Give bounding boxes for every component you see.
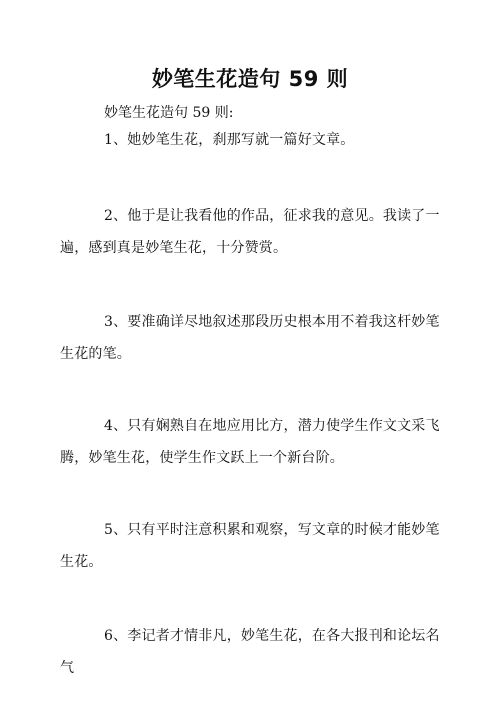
sentence-4: 4、只有娴熟自在地应用比方，潜力使学生作文文采飞腾，妙笔生花，使学生作文跃上一个新台阶。 bbox=[60, 418, 440, 466]
sentence-5: 5、只有平时注意积累和观察，写文章的时候才能妙笔生花。 bbox=[60, 522, 440, 570]
sentence-6: 6、李记者才情非凡，妙笔生花，在各大报刊和论坛名气 bbox=[60, 628, 440, 676]
document-title: 妙笔生花造句 59 则 bbox=[151, 67, 349, 91]
sentence-1: 1、她妙笔生花，刹那写就一篇好文章。 bbox=[104, 132, 355, 148]
intro-line: 妙笔生花造句 59 则: bbox=[104, 105, 234, 121]
sentence-3: 3、要准确详尽地叙述那段历史根本用不着我这杆妙笔生花的笔。 bbox=[60, 314, 440, 362]
sentence-2: 2、他于是让我看他的作品，征求我的意见。我读了一遍，感到真是妙笔生花，十分赞赏。 bbox=[60, 208, 440, 256]
